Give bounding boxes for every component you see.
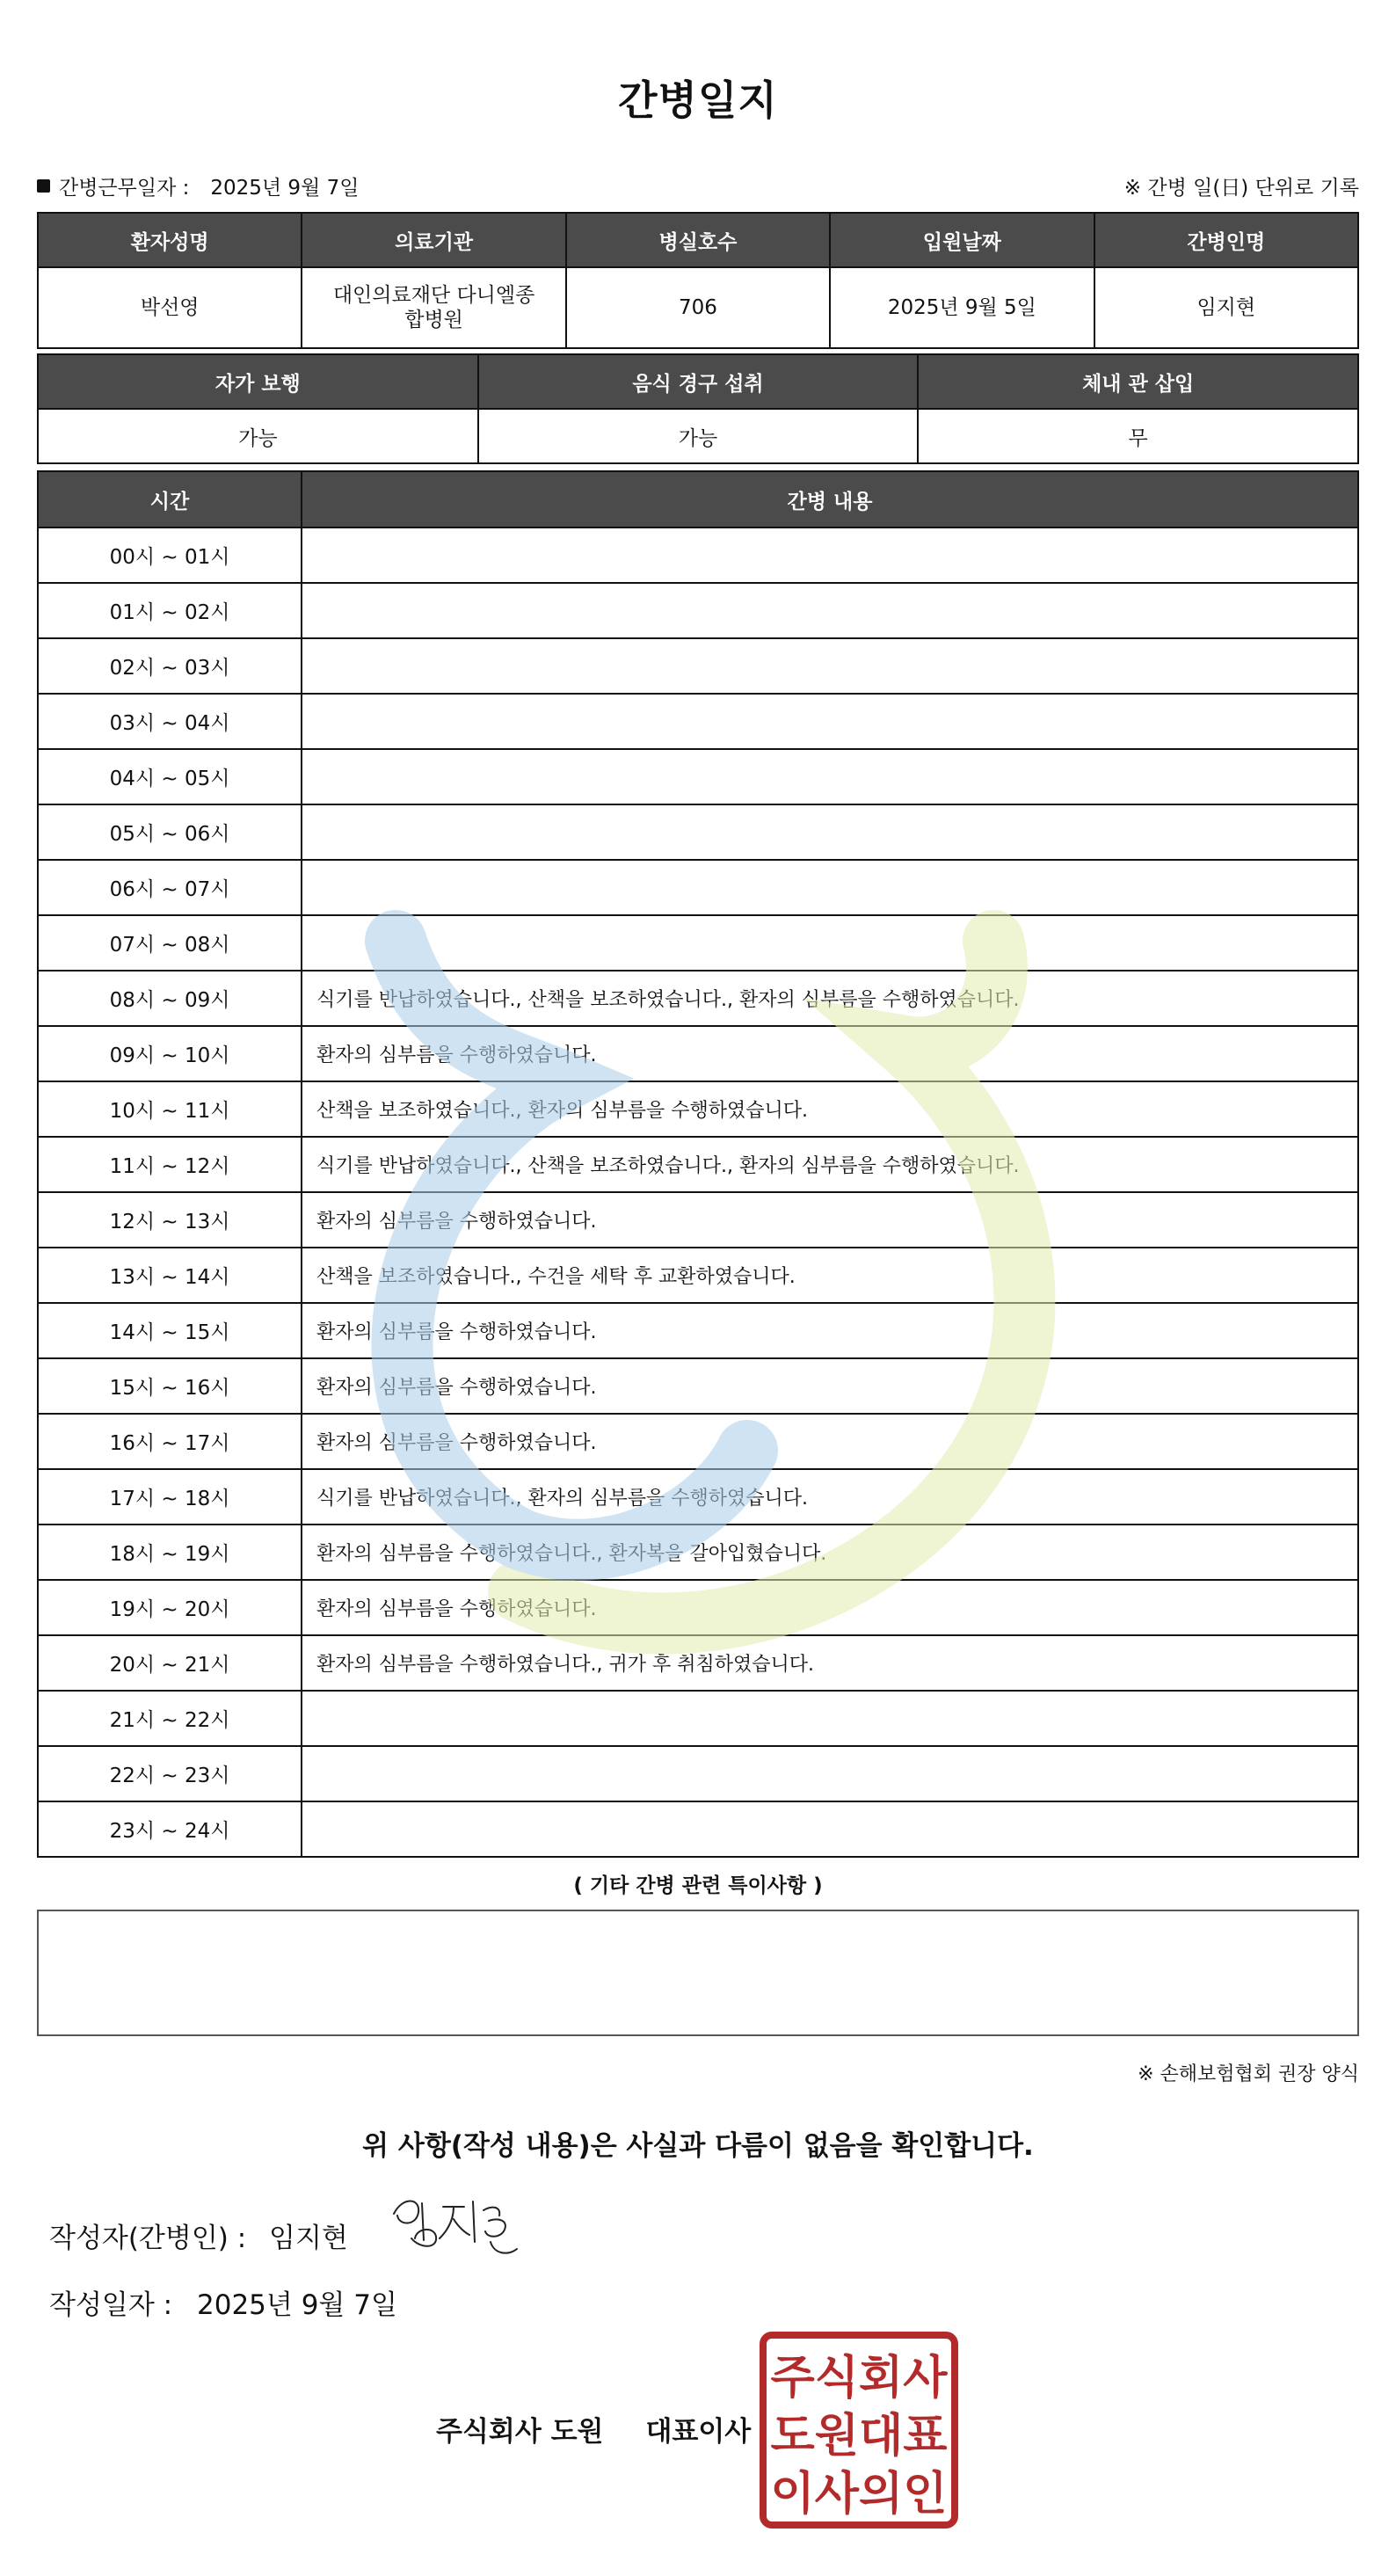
header-caregiver: 간병인명 <box>1094 213 1358 267</box>
table-row <box>38 1303 1358 1358</box>
work-date-value: 2025년 9월 7일 <box>210 176 360 200</box>
care-content <box>302 1801 1358 1857</box>
self-walking-value: 가능 <box>38 409 478 463</box>
table-row <box>38 1414 1358 1469</box>
time-slot: 22시 ~ 23시 <box>38 1746 302 1801</box>
table-row <box>38 528 1358 583</box>
association-note: ※ 손해보험협회 권장 양식 <box>1138 2063 1359 2085</box>
time-slot: 05시 ~ 06시 <box>38 804 302 860</box>
table-row <box>38 749 1358 804</box>
table-row <box>38 694 1358 749</box>
patient-name: 박선영 <box>38 267 302 348</box>
table-row <box>38 267 1358 348</box>
work-date <box>37 171 359 200</box>
writer-label: 작성자(간병인) : <box>49 2223 247 2254</box>
company-role: 대표이사 <box>645 2416 752 2448</box>
care-content <box>302 1746 1358 1801</box>
time-slot: 14시 ~ 15시 <box>38 1303 302 1358</box>
record-note: ※ 간병 일(日) 단위로 기록 <box>1123 176 1359 200</box>
time-slot: 03시 ~ 04시 <box>38 694 302 749</box>
table-header-row <box>38 471 1358 528</box>
table-row <box>38 860 1358 915</box>
table-row <box>38 1580 1358 1635</box>
care-content: 환자의 심부름을 수행하였습니다., 환자복을 갈아입혔습니다. <box>302 1524 1358 1580</box>
time-slot: 08시 ~ 09시 <box>38 971 302 1026</box>
table-row <box>38 1469 1358 1524</box>
time-slot: 09시 ~ 10시 <box>38 1026 302 1081</box>
header-meta <box>37 170 1359 201</box>
company-name: 주식회사 도원 <box>436 2416 604 2448</box>
time-slot: 20시 ~ 21시 <box>38 1635 302 1691</box>
table-row <box>38 1801 1358 1857</box>
table-row <box>38 1358 1358 1414</box>
room-number: 706 <box>566 267 830 348</box>
table-row <box>38 638 1358 694</box>
square-bullet-icon <box>37 179 50 193</box>
oral-intake-value: 가능 <box>478 409 919 463</box>
care-content <box>302 583 1358 638</box>
confirmation-statement: 위 사항(작성 내용)은 사실과 다름이 없음을 확인합니다. <box>362 2130 1034 2162</box>
time-slot: 04시 ~ 05시 <box>38 749 302 804</box>
header-time: 시간 <box>38 471 302 528</box>
table-row <box>38 1691 1358 1746</box>
care-content: 산책을 보조하였습니다., 환자의 심부름을 수행하였습니다. <box>302 1081 1358 1137</box>
written-date-value: 2025년 9월 7일 <box>197 2289 397 2321</box>
care-content: 환자의 심부름을 수행하였습니다. <box>302 1580 1358 1635</box>
handwritten-signature <box>385 2187 526 2267</box>
care-content: 식기를 반납하였습니다., 환자의 심부름을 수행하였습니다. <box>302 1469 1358 1524</box>
care-content: 환자의 심부름을 수행하였습니다., 귀가 후 취침하였습니다. <box>302 1635 1358 1691</box>
header-oral-intake: 음식 경구 섭취 <box>478 354 919 409</box>
care-content: 환자의 심부름을 수행하였습니다. <box>302 1303 1358 1358</box>
time-slot: 17시 ~ 18시 <box>38 1469 302 1524</box>
table-row <box>38 583 1358 638</box>
written-date-label: 작성일자 : <box>49 2289 173 2321</box>
header-self-walking: 자가 보행 <box>38 354 478 409</box>
header-hospital: 의료기관 <box>302 213 565 267</box>
table-header-row <box>38 354 1358 409</box>
time-slot: 06시 ~ 07시 <box>38 860 302 915</box>
time-slot: 12시 ~ 13시 <box>38 1192 302 1248</box>
time-slot: 01시 ~ 02시 <box>38 583 302 638</box>
time-slot: 15시 ~ 16시 <box>38 1358 302 1414</box>
care-content <box>302 915 1358 971</box>
care-content <box>302 860 1358 915</box>
table-row <box>38 409 1358 463</box>
svg-text:도원대표: 도원대표 <box>770 2410 948 2463</box>
header-patient-name: 환자성명 <box>38 213 302 267</box>
table-row <box>38 1746 1358 1801</box>
notes-box <box>37 1910 1359 2036</box>
header-room: 병실호수 <box>566 213 830 267</box>
time-slot: 11시 ~ 12시 <box>38 1137 302 1192</box>
care-content <box>302 694 1358 749</box>
time-slot: 10시 ~ 11시 <box>38 1081 302 1137</box>
time-slot: 19시 ~ 20시 <box>38 1580 302 1635</box>
header-admission-date: 입원날짜 <box>830 213 1094 267</box>
written-date-line <box>49 2282 397 2322</box>
writer-name: 임지현 <box>269 2223 348 2254</box>
table-row <box>38 1081 1358 1137</box>
time-slot: 18시 ~ 19시 <box>38 1524 302 1580</box>
hospital-name: 대인의료재단 다니엘종합병원 <box>302 267 565 348</box>
care-content: 환자의 심부름을 수행하였습니다. <box>302 1358 1358 1414</box>
table-row <box>38 915 1358 971</box>
care-content <box>302 804 1358 860</box>
svg-text:이사의인: 이사의인 <box>770 2468 948 2521</box>
care-content <box>302 1691 1358 1746</box>
care-content <box>302 638 1358 694</box>
care-content: 식기를 반납하였습니다., 산책을 보조하였습니다., 환자의 심부름을 수행하였습니다. <box>302 1137 1358 1192</box>
care-content: 식기를 반납하였습니다., 산책을 보조하였습니다., 환자의 심부름을 수행하였습니다. <box>302 971 1358 1026</box>
header-care-content: 간병 내용 <box>302 471 1358 528</box>
time-slot: 07시 ~ 08시 <box>38 915 302 971</box>
tube-insertion-value: 무 <box>918 409 1358 463</box>
patient-info-table <box>37 212 1359 349</box>
table-row <box>38 804 1358 860</box>
table-row <box>38 971 1358 1026</box>
header-tube-insertion: 체내 관 삽입 <box>918 354 1358 409</box>
table-row <box>38 1524 1358 1580</box>
writer-line <box>49 2216 348 2255</box>
time-slot: 13시 ~ 14시 <box>38 1248 302 1303</box>
company-line <box>436 2409 751 2449</box>
caregiver-name: 임지현 <box>1094 267 1358 348</box>
table-row <box>38 1635 1358 1691</box>
care-content: 환자의 심부름을 수행하였습니다. <box>302 1026 1358 1081</box>
table-row <box>38 1137 1358 1192</box>
time-slot: 23시 ~ 24시 <box>38 1801 302 1857</box>
care-log-table <box>37 470 1359 1858</box>
time-slot: 16시 ~ 17시 <box>38 1414 302 1469</box>
time-slot: 00시 ~ 01시 <box>38 528 302 583</box>
care-content <box>302 749 1358 804</box>
svg-text:주식회사: 주식회사 <box>770 2352 948 2405</box>
care-content <box>302 528 1358 583</box>
table-row <box>38 1248 1358 1303</box>
table-row <box>38 1026 1358 1081</box>
work-date-label: 간병근무일자 : <box>59 176 190 200</box>
admission-date: 2025년 9월 5일 <box>830 267 1094 348</box>
notes-title: ( 기타 간병 관련 특이사항 ) <box>573 1874 823 1897</box>
care-content: 환자의 심부름을 수행하였습니다. <box>302 1192 1358 1248</box>
time-slot: 21시 ~ 22시 <box>38 1691 302 1746</box>
care-content: 환자의 심부름을 수행하였습니다. <box>302 1414 1358 1469</box>
page-title: 간병일지 <box>618 76 778 124</box>
time-slot: 02시 ~ 03시 <box>38 638 302 694</box>
care-content: 산책을 보조하였습니다., 수건을 세탁 후 교환하였습니다. <box>302 1248 1358 1303</box>
table-header-row <box>38 213 1358 267</box>
patient-status-table <box>37 353 1359 464</box>
company-seal-icon <box>758 2330 960 2530</box>
table-row <box>38 1192 1358 1248</box>
